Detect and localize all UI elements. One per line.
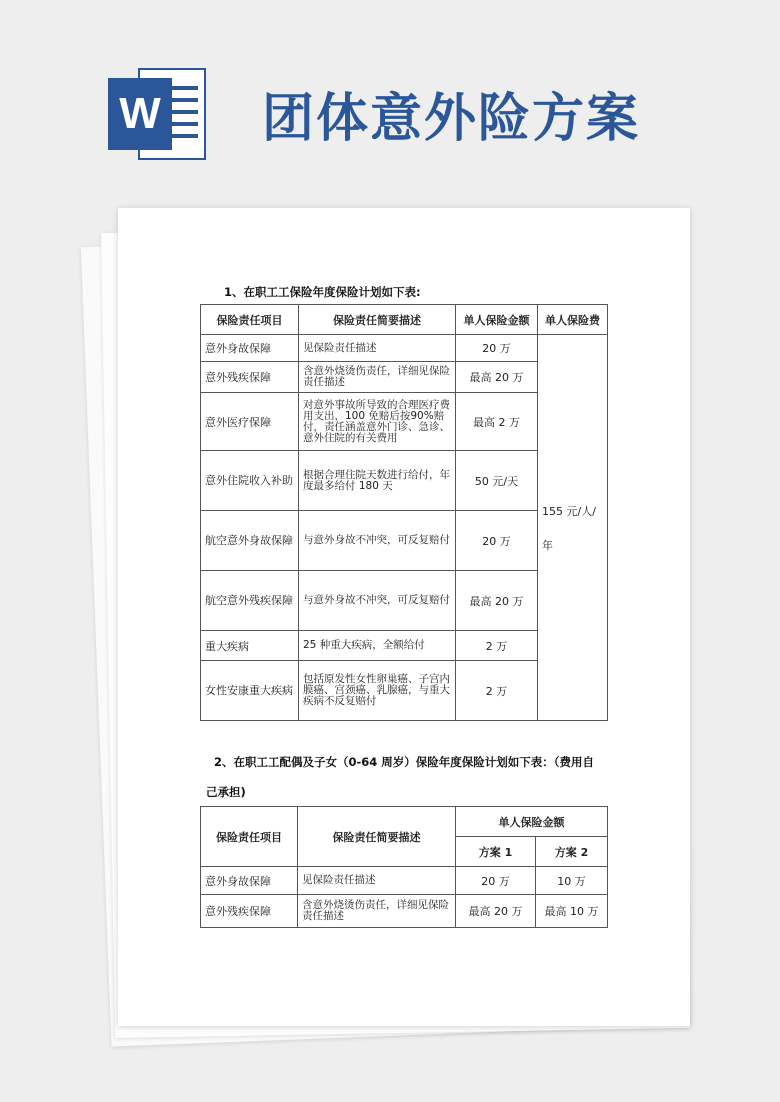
col-header-plan1: 方案 1 [456, 837, 536, 867]
row-item: 意外身故保障 [201, 335, 299, 362]
row-desc: 根据合理住院天数进行给付，年度最多给付 180 天 [299, 451, 456, 511]
row-item: 重大疾病 [201, 631, 299, 661]
row-plan1: 20 万 [456, 867, 536, 895]
row-desc: 含意外烧烫伤责任，详细见保险责任描述 [298, 895, 456, 928]
col-header-plan2: 方案 2 [536, 837, 608, 867]
col-header-desc: 保险责任简要描述 [298, 807, 456, 867]
section2-heading-cont: 己承担) [206, 785, 246, 799]
row-item: 意外医疗保障 [201, 393, 299, 451]
word-icon-letter: W [108, 78, 172, 150]
premium-line1: 155 元/人/ [542, 504, 596, 518]
col-header-amount: 单人保险金额 [456, 305, 538, 335]
col-header-premium: 单人保险费 [538, 305, 608, 335]
col-header-item: 保险责任项目 [201, 807, 298, 867]
section2-heading: 2、在职工工配偶及子女（0-64 周岁）保险年度保险计划如下表：（费用自 [214, 755, 595, 769]
row-amount: 2 万 [456, 631, 538, 661]
row-item: 女性安康重大疾病 [201, 661, 299, 721]
row-desc: 含意外烧烫伤责任，详细见保险责任描述 [299, 362, 456, 393]
row-desc: 与意外身故不冲突，可反复赔付 [299, 511, 456, 571]
row-plan2: 最高 10 万 [536, 895, 608, 928]
row-item: 航空意外身故保障 [201, 511, 299, 571]
document-page [118, 208, 690, 1026]
row-desc: 与意外身故不冲突，可反复赔付 [299, 571, 456, 631]
row-desc: 见保险责任描述 [299, 335, 456, 362]
table-header-row [201, 807, 608, 837]
row-amount: 最高 2 万 [456, 393, 538, 451]
row-amount: 最高 20 万 [456, 362, 538, 393]
row-desc: 25 种重大疾病，全额给付 [299, 631, 456, 661]
document-title: 团体意外险方案 [262, 89, 641, 149]
table-row [201, 895, 608, 928]
premium-cell [538, 335, 608, 721]
row-plan1: 最高 20 万 [456, 895, 536, 928]
row-desc: 包括原发性女性卵巢癌、子宫内膜癌、宫颈癌、乳腺癌，与重大疾病不反复赔付 [299, 661, 456, 721]
section2-table [200, 806, 608, 928]
premium-line2: 年 [542, 538, 553, 552]
row-amount: 2 万 [456, 661, 538, 721]
word-icon [108, 68, 208, 160]
row-item: 意外残疾保障 [201, 362, 299, 393]
table-row [201, 867, 608, 895]
header [0, 0, 780, 200]
row-amount: 50 元/天 [456, 451, 538, 511]
table-row [201, 335, 608, 362]
row-amount: 最高 20 万 [456, 571, 538, 631]
row-item: 航空意外残疾保障 [201, 571, 299, 631]
col-header-item: 保险责任项目 [201, 305, 299, 335]
row-item: 意外身故保障 [201, 867, 298, 895]
table-header-row [201, 305, 608, 335]
row-desc: 见保险责任描述 [298, 867, 456, 895]
col-header-desc: 保险责任简要描述 [299, 305, 456, 335]
row-amount: 20 万 [456, 511, 538, 571]
row-amount: 20 万 [456, 335, 538, 362]
row-item: 意外残疾保障 [201, 895, 298, 928]
col-header-amount: 单人保险金额 [456, 807, 608, 837]
section1-heading: 1、在职工工保险年度保险计划如下表: [224, 285, 421, 299]
row-item: 意外住院收入补助 [201, 451, 299, 511]
row-desc: 对意外事故所导致的合理医疗费用支出，100 免赔后按90%赔付，责任涵盖意外门诊、急诊、意外住院的有关费用 [299, 393, 456, 451]
section1-table [200, 304, 608, 721]
row-plan2: 10 万 [536, 867, 608, 895]
